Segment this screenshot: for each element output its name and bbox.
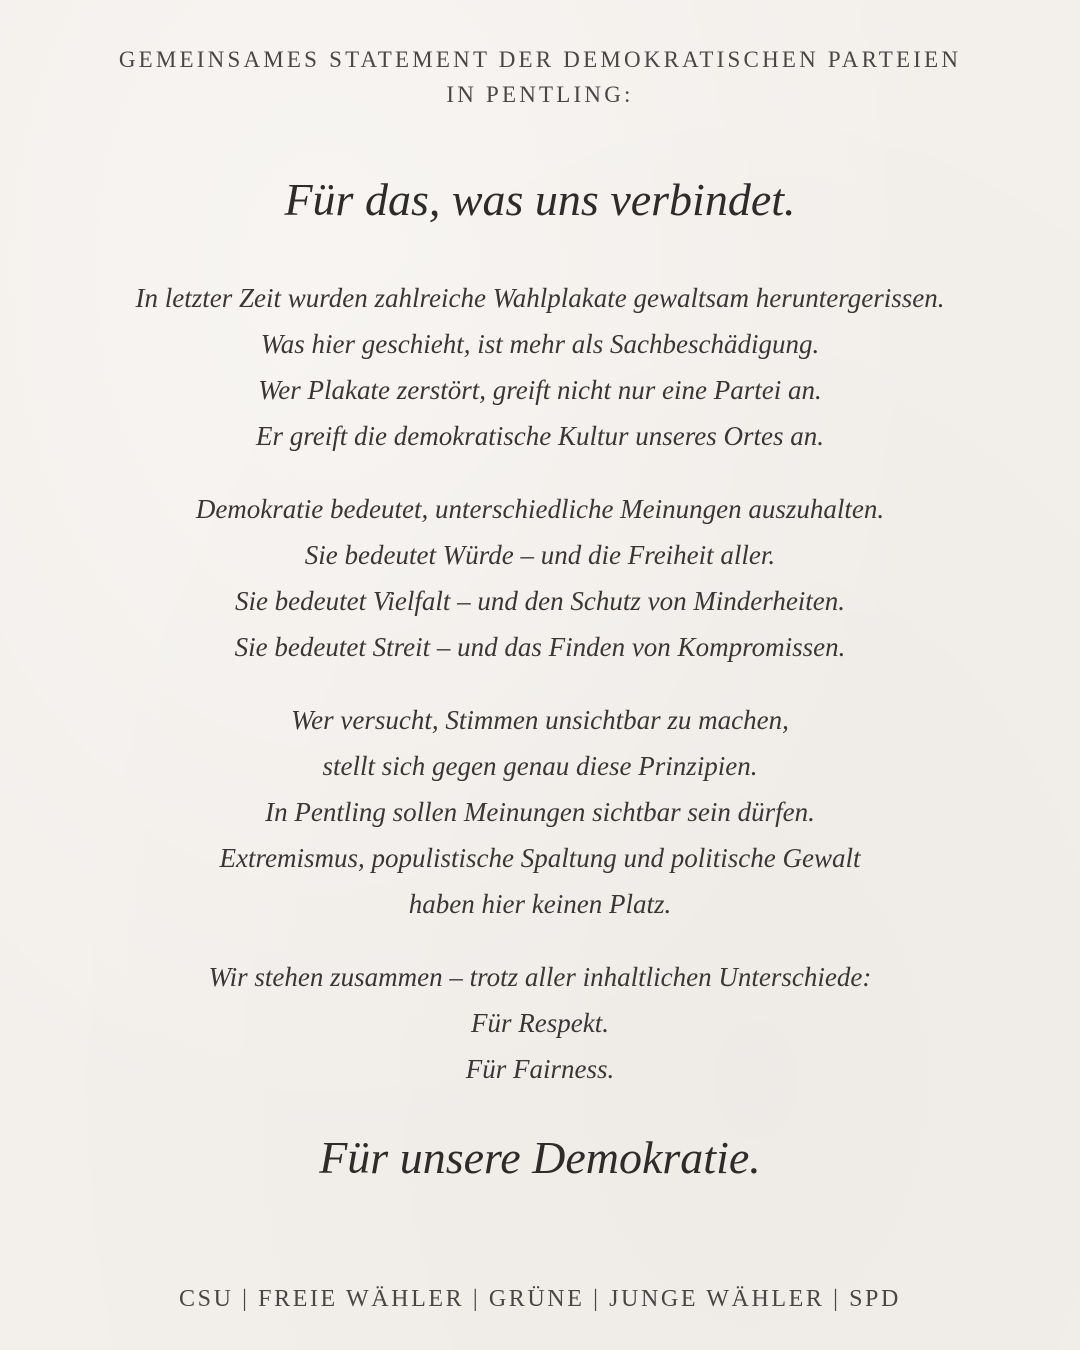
text-line: stellt sich gegen genau diese Prinzipien. (322, 751, 758, 781)
text-line: Für Respekt. (471, 1008, 609, 1038)
text-line: Extremismus, populistische Spaltung und politische Gewalt (219, 843, 861, 873)
text-line: Demokratie bedeutet, unterschiedliche Meinungen auszuhalten. (195, 494, 885, 524)
statement-title: Für das, was uns verbindet. (284, 174, 796, 225)
text-line: Für Fairness. (465, 1054, 615, 1084)
text-line: Wir stehen zusammen – trotz aller inhaltlichen Unterschiede: (208, 962, 872, 992)
text-line: Was hier geschieht, ist mehr als Sachbeschädigung. (260, 329, 820, 359)
closing-statement: Für unsere Demokratie. (319, 1132, 761, 1183)
text-line: Wer Plakate zerstört, greift nicht nur eine Partei an. (258, 375, 822, 405)
paragraph (0, 275, 1080, 459)
paragraph (0, 954, 1080, 1092)
text-line: haben hier keinen Platz. (408, 889, 672, 919)
header-line-1: GEMEINSAMES STATEMENT DER DEMOKRATISCHEN PARTEIEN (118, 47, 962, 72)
text-line: In letzter Zeit wurden zahlreiche Wahlplakate gewaltsam heruntergerissen. (135, 283, 945, 313)
statement-body (0, 275, 1080, 1119)
text-line: Er greift die demokratische Kultur unseres Ortes an. (256, 421, 824, 451)
statement-header (0, 42, 1080, 112)
text-line: Sie bedeutet Streit – und das Finden von Kompromissen. (234, 632, 846, 662)
paragraph (0, 697, 1080, 927)
text-line: Wer versucht, Stimmen unsichtbar zu machen, (291, 705, 789, 735)
paragraph (0, 486, 1080, 670)
text-line: Sie bedeutet Würde – und die Freiheit aller. (304, 540, 776, 570)
text-line: In Pentling sollen Meinungen sichtbar sein dürfen. (265, 797, 815, 827)
party-list: CSU | FREIE WÄHLER | GRÜNE | JUNGE WÄHLER | SPD (179, 1286, 901, 1312)
header-line-2: IN PENTLING: (446, 82, 634, 107)
text-line: Sie bedeutet Vielfalt – und den Schutz von Minderheiten. (234, 586, 846, 616)
